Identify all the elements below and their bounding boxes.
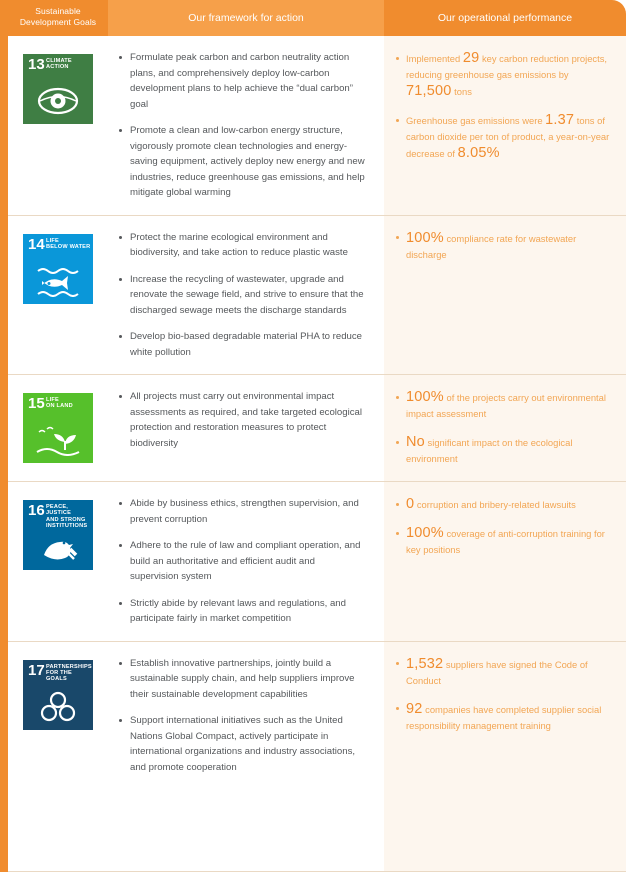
- performance-metric-value: 100%: [406, 229, 444, 246]
- sdg-number: 16: [28, 502, 45, 519]
- framework-item: Increase the recycling of wastewater, upgrade and renovate the sewage field, and strive to ensure that the discharged sewage meets the discharge standards: [116, 272, 366, 319]
- performance-metric-label: companies have completed supplier social responsibility management training: [406, 703, 602, 731]
- header-goals-line1: Sustainable: [35, 6, 81, 16]
- globe-eye-icon: [23, 81, 93, 121]
- framework-item: Adhere to the rule of law and compliant operation, and build an authoritative and efficient audit and supervision system: [116, 538, 366, 585]
- performance-metric-value: 8.05%: [457, 145, 500, 161]
- sdg-name-line1: LIFE: [46, 237, 59, 244]
- performance-item: [394, 496, 610, 513]
- performance-metric-label: corruption and bribery-related lawsuits: [414, 499, 576, 510]
- performance-list: [394, 656, 610, 734]
- header-goals-line2: Development Goals: [19, 17, 97, 27]
- performance-metric-value: 1,532: [406, 655, 444, 672]
- sdg-tile-13: [23, 54, 93, 124]
- framework-item: Establish innovative partnerships, jointly build a sustainable supply chain, and help suppliers improve their sustainable development capabilities: [116, 656, 366, 703]
- framework-list: [116, 496, 366, 627]
- framework-cell: [108, 216, 384, 375]
- sdg-name: [46, 238, 91, 251]
- framework-list: [116, 389, 366, 451]
- performance-list: [394, 389, 610, 467]
- goal-cell: [8, 36, 108, 215]
- header-operational-performance: Our operational performance: [384, 0, 626, 36]
- sdg-name: [46, 504, 91, 530]
- performance-cell: [384, 482, 626, 641]
- sdg-name: [46, 58, 91, 71]
- sdg-number: 14: [28, 235, 45, 253]
- framework-item: All projects must carry out environmental impact assessments as required, and take targeted ecological protection and restoration measures to protect biodiversity: [116, 389, 366, 451]
- header-framework-for-action: Our framework for action: [108, 0, 384, 36]
- performance-metric-value: 100%: [406, 389, 444, 405]
- sdg-number: 13: [28, 56, 45, 73]
- performance-metric-label: compliance rate for wastewater discharge: [406, 232, 577, 260]
- performance-item: [394, 656, 610, 689]
- goal-cell: [8, 375, 108, 481]
- performance-item: [394, 434, 610, 467]
- performance-metric-label: tons of carbon dioxide per ton of product, a year-on-year decrease of: [406, 115, 610, 159]
- performance-cell: [384, 375, 626, 481]
- framework-list: [116, 50, 366, 201]
- performance-item: [394, 525, 610, 558]
- framework-item: Formulate peak carbon and carbon neutrality action plans, and comprehensively deploy low-carbon development plans to help achieve the “dual carbon” goal: [116, 50, 366, 112]
- performance-metric-label: significant impact on the ecological environment: [406, 437, 573, 464]
- table-body: [8, 36, 626, 789]
- goal-cell: [8, 642, 108, 790]
- performance-metric-value: 0: [406, 496, 415, 512]
- framework-item: Develop bio-based degradable material PHA to reduce white pollution: [116, 329, 366, 360]
- performance-metric-label: coverage of anti-corruption training for key positions: [406, 528, 605, 555]
- sdg-name-line2: FOR THE GOALS: [46, 669, 72, 683]
- left-accent-rail: [0, 0, 8, 872]
- performance-list: [394, 230, 610, 263]
- sdg-name: [46, 664, 91, 683]
- framework-cell: [108, 482, 384, 641]
- framework-item: Protect the marine ecological environment and biodiversity, and take action to reduce plastic waste: [116, 230, 366, 261]
- performance-cell: [384, 36, 626, 215]
- performance-metric-label: key carbon reduction projects, reducing greenhouse gas emissions by: [406, 53, 608, 80]
- sdg-tile-17: [23, 660, 93, 730]
- performance-metric-label: Implemented: [406, 53, 463, 64]
- sdg-name-line1: LIFE: [46, 397, 59, 403]
- sdg-number: 17: [28, 661, 45, 679]
- goal-cell: [8, 216, 108, 375]
- performance-item: [394, 112, 610, 162]
- tree-birds-icon: [23, 420, 93, 460]
- framework-list: [116, 656, 366, 776]
- sdg-name-line2: ACTION: [46, 64, 69, 71]
- performance-metric-label: tons: [451, 86, 472, 97]
- framework-item: Strictly abide by relevant laws and regulations, and participate fairly in market competition: [116, 596, 366, 627]
- sdg-name-line1: PEACE, JUSTICE: [46, 504, 72, 517]
- table-row: [8, 36, 626, 216]
- framework-cell: [108, 375, 384, 481]
- sdg-tile-14: [23, 234, 93, 304]
- sdg-name-line1: CLIMATE: [46, 58, 72, 64]
- sdg-number: 15: [28, 395, 45, 412]
- dove-gavel-icon: [23, 527, 93, 567]
- performance-cell: [384, 642, 626, 790]
- performance-item: [394, 50, 610, 100]
- performance-item: [394, 701, 610, 734]
- sdg-name-line1: PARTNERSHIPS: [46, 663, 92, 670]
- header-sustainable-development-goals: [8, 0, 108, 36]
- performance-list: [394, 496, 610, 558]
- table-row: [8, 482, 626, 642]
- table-row: [8, 642, 626, 790]
- framework-item: Support international initiatives such as the United Nations Global Compact, actively participate in international organizations and industry associations, and promote cooperation: [116, 713, 366, 775]
- framework-cell: [108, 642, 384, 790]
- framework-cell: [108, 36, 384, 215]
- table-row: [8, 375, 626, 482]
- sdg-name-line2: AND STRONG INSTITUTIONS: [46, 516, 88, 530]
- fish-waves-icon: [23, 261, 93, 301]
- performance-item: [394, 230, 610, 263]
- performance-metric-value: No: [406, 434, 425, 450]
- interlocking-circles-icon: [23, 687, 93, 727]
- performance-cell: [384, 216, 626, 375]
- sdg-name: [46, 397, 91, 410]
- performance-metric-label: Greenhouse gas emissions were: [406, 115, 546, 126]
- goal-cell: [8, 482, 108, 641]
- framework-item: Abide by business ethics, strengthen supervision, and prevent corruption: [116, 496, 366, 527]
- performance-metric-label: suppliers have signed the Code of Conduct: [406, 658, 588, 686]
- table-row: [8, 216, 626, 376]
- performance-metric-value: 92: [406, 700, 423, 717]
- sdg-name-line2: BELOW WATER: [46, 243, 91, 250]
- framework-item: Promote a clean and low-carbon energy structure, vigorously promote clean technologies and energy-saving equipment, actively deploy new energy and new industries, reduce greenhouse gas emissions, and help mitigate global warming: [116, 123, 366, 201]
- performance-metric-value: 100%: [406, 525, 444, 541]
- performance-metric-value: 29: [462, 50, 480, 66]
- table-header: [8, 0, 626, 36]
- performance-metric-label: of the projects carry out environmental impact assessment: [406, 392, 606, 419]
- sdg-name-line2: ON LAND: [46, 403, 73, 410]
- performance-item: [394, 389, 610, 422]
- performance-metric-value: 1.37: [545, 112, 575, 128]
- performance-metric-value: 71,500: [406, 83, 452, 99]
- sdg-tile-15: [23, 393, 93, 463]
- sdg-tile-16: [23, 500, 93, 570]
- framework-list: [116, 230, 366, 361]
- performance-list: [394, 50, 610, 162]
